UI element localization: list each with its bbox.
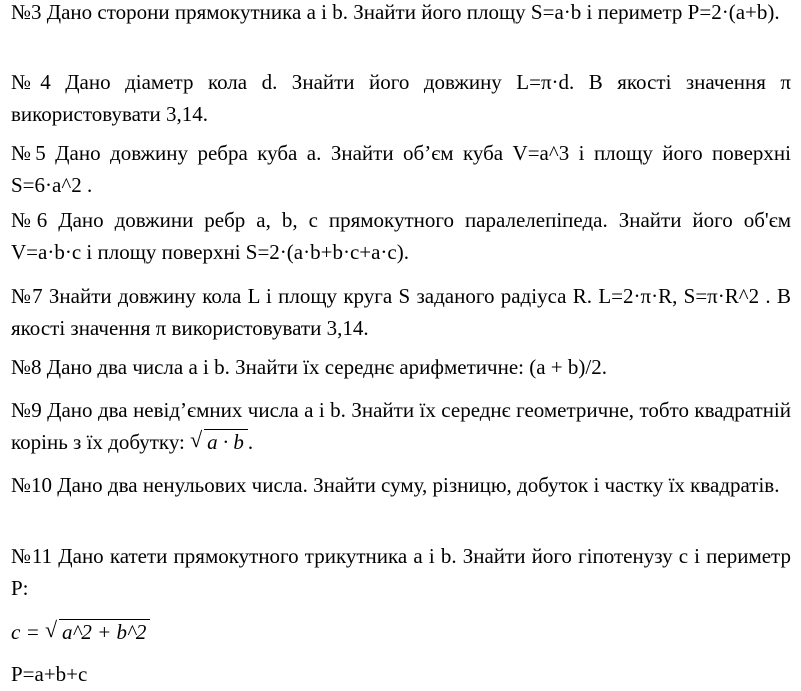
task-3-text: №3 Дано сторони прямокутника a і b. Знайти його площу S=a·b і периметр P=2·(a+b). xyxy=(11,0,780,24)
task-7-text: №7 Знайти довжину кола L і площу круга S заданого радіуса R. L=2·π·R, S=π·R^2 . В якості значення π використовувати 3,14. xyxy=(11,284,791,340)
task-4-text: №4 Дано діаметр кола d. Знайти його довжину L=π·d. В якості значення π використовувати 3,14. xyxy=(11,70,791,126)
task-9-body: №9 Дано два невід’ємних числа a і b. Знайти їх середнє геометричне, тобто квадратній корінь з їх добутку: xyxy=(11,398,791,454)
hypotenuse-formula xyxy=(11,616,150,648)
sqrt-ab-formula xyxy=(190,426,248,458)
task-10-text: №10 Дано два ненульових числа. Знайти суму, різницю, добуток і частку їх квадратів. xyxy=(11,473,780,497)
task-8-text: №8 Дано два числа a і b. Знайти їх середнє арифметичне: (a + b)/2. xyxy=(11,355,607,379)
hypotenuse-radicand: a^2 + b^2 xyxy=(59,619,150,644)
radical-sign-icon: √ xyxy=(190,427,203,452)
task-5-text: №5 Дано довжину ребра куба a. Знайти об’єм куба V=a^3 і площу його поверхні S=6·a^2 . xyxy=(11,141,791,197)
hypotenuse-sqrt xyxy=(45,616,150,648)
hypotenuse-lhs: c = xyxy=(11,620,45,644)
task-9-text xyxy=(11,394,791,458)
perimeter-formula: P=a+b+c xyxy=(11,662,88,686)
sqrt-ab-radicand: a · b xyxy=(204,429,248,454)
radical-sign-icon: √ xyxy=(45,617,58,642)
task-6-text: №6 Дано довжини ребр a, b, c прямокутного паралелепіпеда. Знайти його об'єм V=a·b·c і площу поверхні S=2·(a·b+b·c+a·c). xyxy=(11,208,791,264)
task-11-text: №11 Дано катети прямокутного трикутника a і b. Знайти його гіпотенузу c і периметр P: xyxy=(11,544,791,600)
task-9-tail: . xyxy=(247,430,254,454)
